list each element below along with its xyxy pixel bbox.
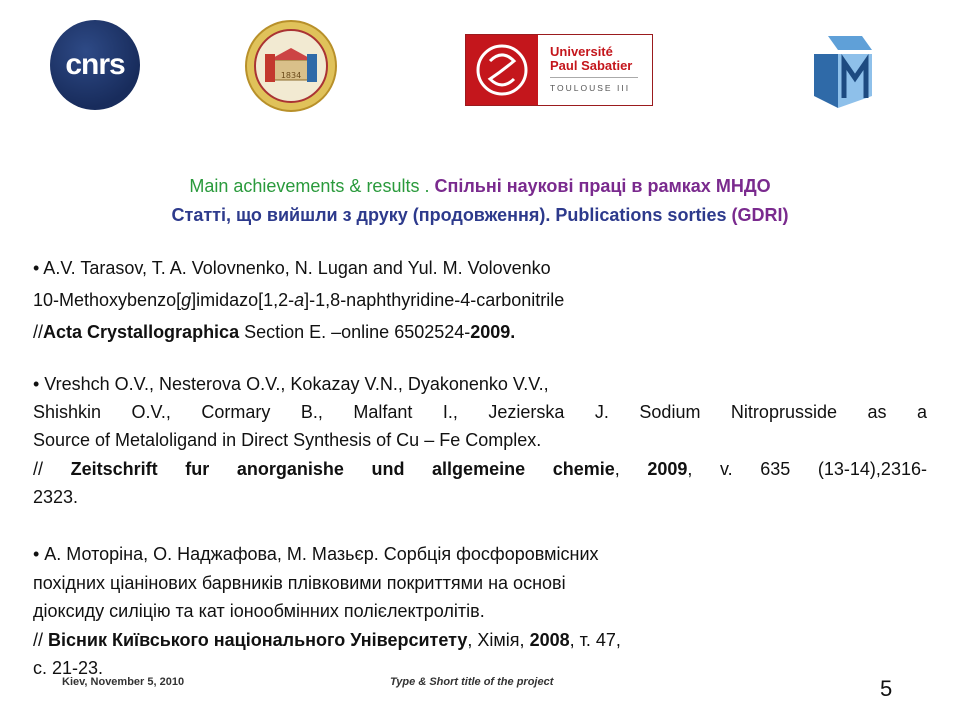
paul-sabatier-logo — [465, 34, 653, 106]
ups-emblem — [466, 35, 538, 105]
pub2-reference: // Zeitschrift fur anorganishe und allgemeine chemie, 2009, v. 635 (13-14),2316- — [33, 459, 927, 479]
slide-title: Main achievements & results . Спільні наукові праці в рамках МНДО — [189, 176, 771, 196]
pub1-authors: • A.V. Tarasov, T. A. Volovnenko, N. Lugan and Yul. M. Volovenko — [33, 258, 551, 278]
pub2-authors-line1: • Vreshch O.V., Nesterova O.V., Kokazay V.N., Dyakonenko V.V., — [33, 374, 549, 394]
cube-m-logo — [808, 32, 878, 112]
pub2-pages: 2323. — [33, 487, 79, 507]
page-number: 5 — [880, 676, 893, 701]
cnrs-logo — [50, 20, 140, 110]
ups-city: TOULOUSE III — [550, 83, 631, 93]
pub3-line3: діоксиду силіцію та кат іонообмінних полієлектролітів. — [33, 601, 485, 621]
pub1-reference: //Acta Crystallographica Section E. –online 6502524-2009. — [33, 322, 516, 342]
pub3-line1: • А. Моторіна, О. Наджафова, М. Мазьєр. Сорбція фосфоровмісних — [33, 544, 599, 564]
slide-subtitle: Статті, що вийшли з друку (продовження). Publications sorties (GDRI) — [171, 205, 789, 225]
pub3-reference: // Вісник Київського національного Університету, Хімія, 2008, т. 47, — [33, 630, 621, 650]
seal-year: 1834 — [280, 71, 302, 80]
footer-project-title: Type & Short title of the project — [390, 676, 554, 688]
kyiv-university-seal — [245, 20, 337, 112]
pub3-line2: похідних ціанінових барвників плівковими покриттями на основі — [33, 573, 566, 593]
pub1-title: 10-Methoxybenzo[g]imidazo[1,2-a]-1,8-naphthyridine-4-carbonitrile — [33, 290, 565, 310]
footer-date: Kiev, November 5, 2010 — [62, 676, 185, 688]
cnrs-logo-text: cnrs — [65, 48, 125, 81]
ups-name: Université Paul Sabatier — [550, 44, 633, 73]
pub2-authors-line2: Shishkin O.V., Cormary B., Malfant I., Jezierska J. Sodium Nitroprusside as a — [33, 402, 927, 422]
pub3-pages: с. 21-23. — [33, 658, 104, 678]
pub2-title: Source of Metaloligand in Direct Synthesis of Cu – Fe Complex. — [33, 430, 542, 450]
